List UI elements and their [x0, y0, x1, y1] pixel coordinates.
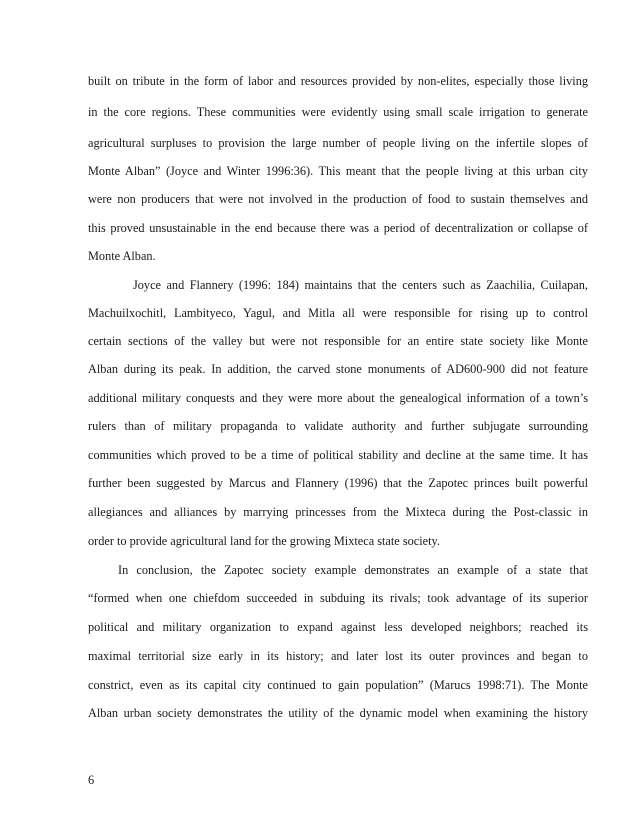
- text-line: in the core regions. These communities were evidently using small scale irrigation to generate: [88, 105, 588, 119]
- text-line: Alban during its peak. In addition, the carved stone monuments of AD600-900 did not feature: [88, 362, 588, 376]
- paragraph-first-line: Joyce and Flannery (1996: 184) maintains that the centers such as Zaachilia, Cuilapan,: [133, 278, 588, 292]
- text-line: allegiances and alliances by marrying princesses from the Mixteca during the Post-classic in: [88, 505, 588, 519]
- text-line: “formed when one chiefdom succeeded in subduing its rivals; took advantage of its superior: [88, 591, 588, 605]
- text-line: political and military organization to expand against less developed neighbors; reached its: [88, 620, 588, 634]
- text-line: additional military conquests and they were more about the genealogical information of a town’s: [88, 391, 588, 405]
- text-line: agricultural surpluses to provision the large number of people living on the infertile slopes of: [88, 136, 588, 150]
- text-line: Alban urban society demonstrates the utility of the dynamic model when examining the history: [88, 706, 588, 720]
- text-line: order to provide agricultural land for the growing Mixteca state society.: [88, 534, 440, 548]
- text-line: communities which proved to be a time of political stability and decline at the same time. It has: [88, 448, 588, 462]
- text-line: maximal territorial size early in its history; and later lost its outer provinces and began to: [88, 649, 588, 663]
- text-line: built on tribute in the form of labor and resources provided by non-elites, especially those living: [88, 74, 588, 88]
- text-line: were non producers that were not involved in the production of food to sustain themselves and: [88, 192, 588, 206]
- text-line: Machuilxochitl, Lambityeco, Yagul, and Mitla all were responsible for rising up to control: [88, 306, 588, 320]
- text-line: certain sections of the valley but were not responsible for an entire state society like Monte: [88, 334, 588, 348]
- text-line: rulers than of military propaganda to validate authority and further subjugate surrounding: [88, 419, 588, 433]
- text-line: Monte Alban” (Joyce and Winter 1996:36). This meant that the people living at this urban city: [88, 164, 588, 178]
- text-line: constrict, even as its capital city continued to gain population” (Marucs 1998:71). The Monte: [88, 678, 588, 692]
- paragraph-first-line: In conclusion, the Zapotec society example demonstrates an example of a state that: [118, 563, 588, 577]
- page-number: 6: [88, 773, 95, 787]
- text-line: Monte Alban.: [88, 249, 156, 263]
- text-line: further been suggested by Marcus and Flannery (1996) that the Zapotec princes built powerful: [88, 476, 588, 490]
- text-line: this proved unsustainable in the end because there was a period of decentralization or collapse of: [88, 221, 588, 235]
